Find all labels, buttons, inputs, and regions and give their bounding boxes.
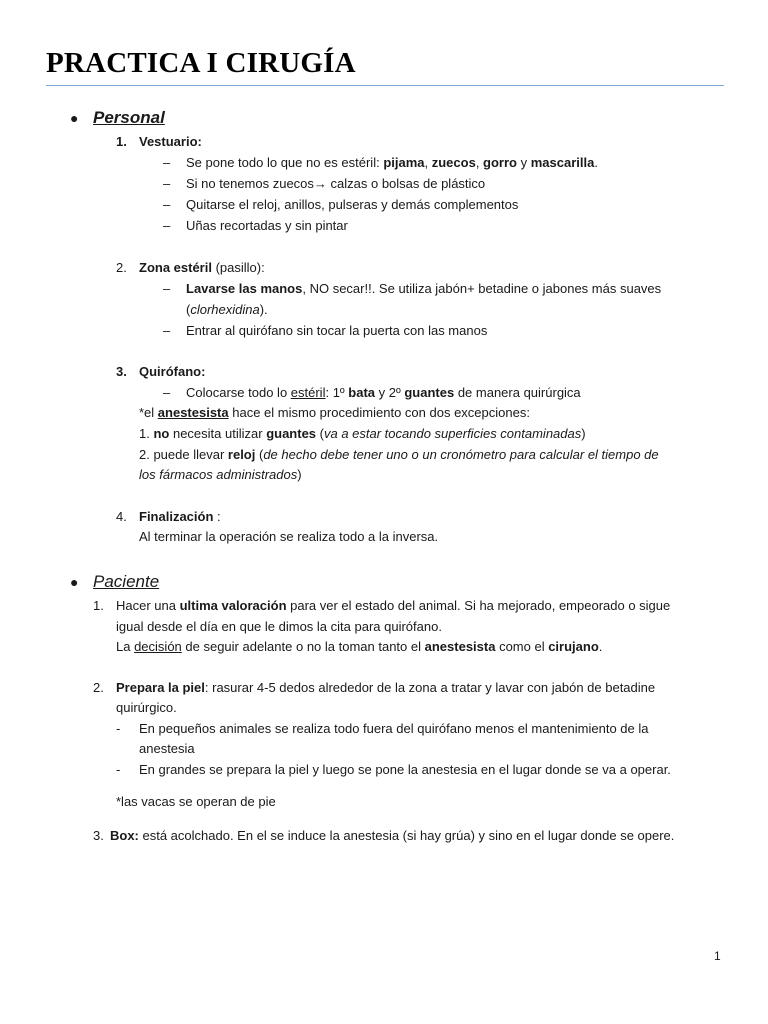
list-item: Quitarse el reloj, anillos, pulseras y demás complementos (186, 197, 519, 212)
list-item-continuation: La decisión de seguir adelante o no la toman tanto el anestesista como el cirujano. (116, 639, 603, 654)
sub-item-continuation: anestesia (139, 741, 195, 756)
dash-icon: – (163, 176, 171, 191)
list-item-prepara-piel: Prepara la piel: rasurar 4-5 dedos alrededor de la zona a tratar y lavar con jabón de betadine (116, 680, 656, 695)
list-item-vestuario: Vestuario: (139, 134, 202, 149)
page-number: 1 (714, 949, 721, 963)
section-heading-personal: Personal (93, 108, 165, 127)
dash-icon: – (163, 197, 171, 212)
note-vacas: *las vacas se operan de pie (116, 794, 276, 809)
sub-item: En grandes se prepara la piel y luego se pone la anestesia en el lugar donde se va a operar. (139, 762, 671, 777)
list-item: Uñas recortadas y sin pintar (186, 218, 348, 233)
list-item-quirofano: Quirófano: (139, 364, 206, 379)
list-item: Si no tenemos zuecos→ calzas o bolsas de plástico (186, 176, 486, 191)
dash-icon: – (163, 218, 171, 233)
bullet-icon: ● (70, 110, 79, 126)
dash-icon: – (163, 385, 171, 400)
finalizacion-text: Al terminar la operación se realiza todo a la inversa. (139, 529, 439, 544)
note-anestesista: *el anestesista hace el mismo procedimiento con dos excepciones: (139, 405, 530, 420)
list-item: Colocarse todo lo estéril: 1º bata y 2º guantes de manera quirúrgica (186, 385, 581, 400)
section-heading-paciente: Paciente (93, 572, 160, 591)
list-number: 2. (116, 260, 127, 275)
dash-icon: - (116, 762, 121, 777)
page-title: PRACTICA I CIRUGÍA (46, 47, 356, 79)
exception-2: 2. puede llevar reloj (de hecho debe tener uno o un cronómetro para calcular el tiempo de (139, 447, 659, 462)
list-item-continuation: igual desde el día en que le dimos la cita para quirófano. (116, 619, 442, 634)
list-item-continuation: quirúrgico. (116, 700, 177, 715)
bullet-icon: ● (70, 574, 79, 590)
list-number: 1. (116, 134, 127, 149)
list-number: 3. (116, 364, 127, 379)
list-item-valoracion: Hacer una ultima valoración para ver el estado del animal. Si ha mejorado, empeorado o sigue (116, 598, 671, 613)
list-number: 3. (93, 828, 104, 843)
list-item: Se pone todo lo que no es estéril: pijama, zuecos, gorro y mascarilla. (186, 155, 598, 170)
list-number: 2. (93, 680, 104, 695)
sub-item: En pequeños animales se realiza todo fuera del quirófano menos el mantenimiento de la (139, 721, 649, 736)
dash-icon: - (116, 721, 121, 736)
exception-2-continuation: los fármacos administrados) (139, 467, 302, 482)
list-number: 1. (93, 598, 104, 613)
list-item-zona-esteril: Zona estéril (pasillo): (139, 260, 265, 275)
dash-icon: – (163, 155, 171, 170)
list-number: 4. (116, 509, 127, 524)
list-item: Entrar al quirófano sin tocar la puerta con las manos (186, 323, 488, 338)
list-item-finalizacion: Finalización : (139, 509, 221, 524)
list-item-continuation: (clorhexidina). (186, 302, 268, 317)
dash-icon: – (163, 281, 171, 296)
list-item-box: Box: está acolchado. En el se induce la anestesia (si hay grúa) y sino en el lugar donde se opere. (110, 828, 675, 843)
title-underline (46, 85, 724, 86)
dash-icon: – (163, 323, 171, 338)
list-item: Lavarse las manos, NO secar!!. Se utiliza jabón+ betadine o jabones más suaves (186, 281, 662, 296)
exception-1: 1. no necesita utilizar guantes (va a estar tocando superficies contaminadas) (139, 426, 586, 441)
